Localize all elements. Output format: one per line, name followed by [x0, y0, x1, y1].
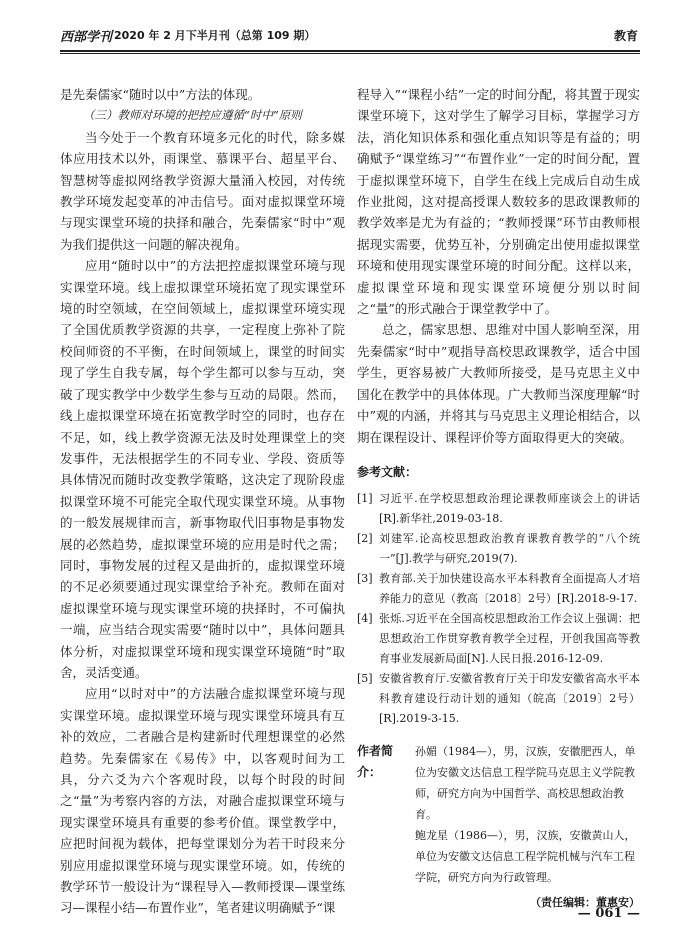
- reference-item: [357, 489, 640, 529]
- reference-text: 教育部.关于加快建设高水平本科教育全面提高人才培养能力的意见（教高〔2018〕2号）[R].2018-9-17.: [379, 572, 640, 606]
- section-subheading: （三）教师对环境的把控应遵循“时中”原则: [83, 108, 302, 123]
- header-rule: [60, 50, 640, 52]
- body-paragraph: 程导入”“课程小结”一定的时间分配，将其置于现实课堂环境下，这对学生了解学习目标，掌握学习方法，消化知识体系和强化重点知识等是有益的；明确赋予“课堂练习”“布置作业”一定的时间分配，置于虚拟课堂环境下，自学生在线上完成后自动生成作业批阅，这对提高授课人数较多的思政课教师的教学效率是尤为有益的；“教师授课”环节由教师根据现实需要，优势互补，分别确定出使用虚拟课堂环境和使用现实课堂环境的时间分配。这样以来，虚拟课堂环境和现实课堂环境便分别以时间之“量”的形式融合于课堂教学中了。: [357, 87, 640, 317]
- body-paragraph: 是先秦儒家“随时以中”方法的体现。: [60, 87, 261, 102]
- right-body: [357, 84, 640, 448]
- author-line: 孙媚（1984—），男，汉族，安徽肥西人，单位为安徽文达信息工程学院马克思主义学院教师，研究方向为中国哲学、高校思想政治教育。: [415, 745, 636, 822]
- reference-number: [3]: [357, 572, 373, 586]
- reference-number: [4]: [357, 612, 373, 626]
- header-rule-thin: [60, 53, 640, 54]
- body-paragraph: 应用“随时以中”的方法把控虚拟课堂环境与现实课堂环境。线上虚拟课堂环境拓宽了现实课堂环境的时空领域，在空间领域上，虚拟课堂环境实现了全国优质教学资源的共享，一定程度上弥补了院校间师资的不平衡，在时间领域上，课堂的时间实现了学生自我专属，每个学生都可以参与互动，突破了现实教学中少数学生参与互动的局限。然而，线上虚拟课堂环境在拓宽教学时空的同时，也存在不足，如，线上教学资源无法及时处理课堂上的突发事件，无法根据学生的不同专业、学段、资质等具体情况而随时改变教学策略，这决定了现阶段虚拟课堂环境不可能完全取代现实课堂环境。从事物的一般发展规律而言，新事物取代旧事物是事物发展的必然趋势，虚拟课堂环境的应用是时代之需；同时，事物发展的过程又是曲折的，虚拟课堂环境的不足必须要通过现实课堂给予补充。教师在面对虚拟课堂环境与现实课堂环境的抉择时，不可偏执一端，应当结合现实需要“随时以中”，具体问题具体分析，对虚拟课堂环境和现实课堂环境随“时”取舍，灵活变通。: [60, 258, 345, 680]
- author-label: 作者简介：: [357, 744, 394, 780]
- reference-text: 安徽省教育厅.安徽省教育厅关于印发安徽省高水平本科教育建设行动计划的通知（皖高〔2019〕2号）[R].2019-3-15.: [379, 672, 640, 726]
- reference-text: 习近平.在学校思想政治理论课教师座谈会上的讲话[R].新华社,2019-03-18.: [379, 492, 640, 526]
- reference-text: 刘建军.论高校思想政治教育课教育教学的“八个统一”[J].教学与研究,2019(7).: [379, 532, 640, 566]
- right-column: [357, 84, 640, 914]
- author-line: 鲍龙星（1986—），男，汉族，安徽黄山人，单位为安徽文达信息工程学院机械与汽车工程学院，研究方向为行政管理。: [415, 829, 636, 885]
- references-title: 参考文献：: [357, 464, 418, 479]
- references-list: [357, 489, 640, 729]
- author-section: [357, 741, 640, 888]
- reference-item: [357, 569, 640, 609]
- reference-item: [357, 529, 640, 569]
- reference-number: [5]: [357, 672, 373, 686]
- journal-issue: 2020 年 2 月下半月刊（总第 109 期）: [114, 29, 316, 42]
- reference-number: [1]: [357, 492, 373, 506]
- page-number: — 061 —: [577, 906, 640, 921]
- left-column: [60, 84, 345, 919]
- page-header: [60, 26, 640, 48]
- reference-text: 张烁.习近平在全国高校思想政治工作会议上强调：把思想政治工作贯穿教育教学全过程，开创我国高等教育事业发展新局面[N].人民日报.2016-12-09.: [379, 612, 640, 666]
- reference-item: [357, 669, 640, 729]
- body-paragraph: 总之，儒家思想、思维对中国人影响至深，用先秦儒家“时中”观指导高校思政课教学，适合中国学生，更容易被广大教师所接受，是马克思主义中国化在教学中的具体体现。广大教师当深度理解“时中”观的内涵，并将其与马克思主义理论相结合，以期在课程设计、课程评价等方面取得更大的突破。: [357, 322, 640, 445]
- author-text: [415, 741, 640, 888]
- editor-note: （责任编辑：董惠安）: [530, 896, 640, 910]
- reference-item: [357, 609, 640, 669]
- references-section: [357, 462, 640, 729]
- section-tag: 教育: [613, 29, 638, 43]
- body-paragraph: 应用“以时对中”的方法融合虚拟课堂环境与现实课堂环境。虚拟课堂环境与现实课堂环境具有互补的效应，二者融合是构建新时代理想课堂的必然趋势。先秦儒家在《易传》中，以客观时间为工具，分六爻为六个客观时段，以每个时段的时间之“量”为考察内容的方法，对融合虚拟课堂环境与现实课堂环境具有重要的参考价值。课堂教学中，应把时间视为载体，把每堂课划分为若干时段来分别应用虚拟课堂环境与现实课堂环境。如，传统的教学环节一般设计为“课程导入—教师授课—课堂练习—课程小结—布置作业”，笔者建议明确赋予“课: [60, 686, 345, 916]
- body-paragraph: 当今处于一个教育环境多元化的时代，除多媒体应用技术以外，雨课堂、慕课平台、超星平台、智慧树等虚拟网络教学资源大量涌入校园，对传统教学环境发起变革的冲击信号。面对虚拟课堂环境与现实课堂环境的抉择和融合，先秦儒家“时中”观为我们提供这一问题的解决视角。: [60, 129, 345, 252]
- reference-number: [2]: [357, 532, 373, 546]
- journal-brand: 西部学刊: [60, 30, 113, 45]
